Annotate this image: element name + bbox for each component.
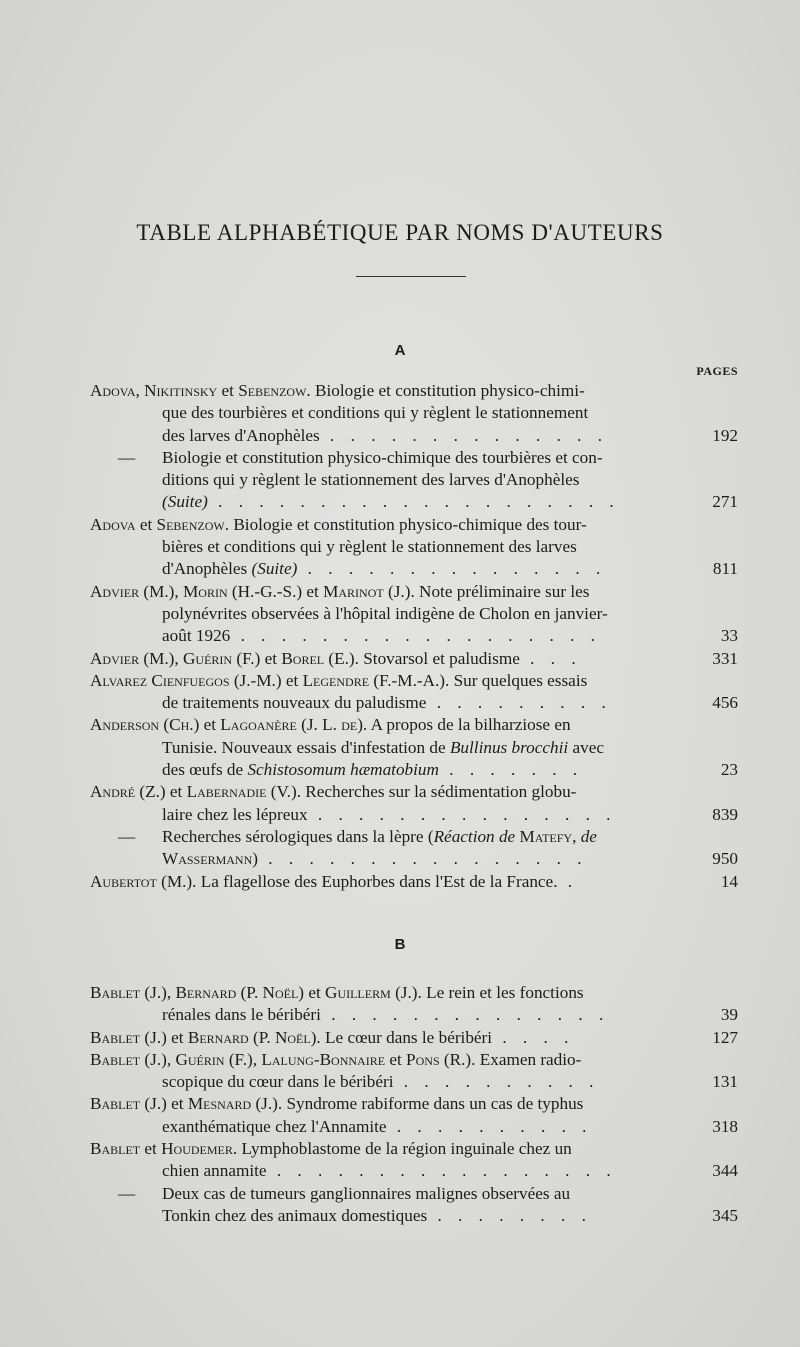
index-entry: Advier (M.), Guérin (F.) et Borel (E.). Stovarsol et paludisme . . . 331	[90, 648, 738, 670]
index-entry: Adova et Sebenzow. Biologie et constitution physico-chimique des tour- bières et conditions qui y règlent le stationnement des larves d'Anophèles (Suite) . . . . . . . . . . . . . . . 811	[90, 514, 738, 581]
page-number: 331	[712, 648, 738, 668]
pages-column-header: PAGES	[696, 364, 738, 378]
index-entry: Advier (M.), Morin (H.-G.-S.) et Marinot (J.). Note préliminaire sur les polynévrites observées à l'hôpital indigène de Cholon en janvier- août 1926 . . . . . . . . . . . . . . . . . . 33	[90, 581, 738, 648]
page-number: 344	[712, 1161, 738, 1181]
section-letter-b: B	[394, 936, 406, 953]
index-entry: Aubertot (M.). La flagellose des Euphorbes dans l'Est de la France. . 14	[90, 871, 738, 893]
ditto-dash: —	[118, 826, 136, 846]
page-number: 23	[720, 760, 738, 780]
page-number: 39	[720, 1005, 738, 1025]
page-number: 14	[720, 871, 738, 891]
title-rule	[356, 276, 466, 277]
page-number: 839	[712, 804, 738, 824]
section-a-entries	[90, 380, 738, 893]
index-entry: Anderson (Ch.) et Lagoanère (J. L. de). A propos de la bilharziose en Tunisie. Nouveaux essais d'infestation de Bullinus brocchii avec des œufs de Schistosomum hæmatobium . . . . . . . 23	[90, 714, 738, 781]
index-entry: Alvarez Cienfuegos (J.-M.) et Legendre (F.-M.-A.). Sur quelques essais de traitements nouveaux du paludisme . . . . . . . . . 456	[90, 670, 738, 715]
index-entry: — Deux cas de tumeurs ganglionnaires malignes observées au Tonkin chez des animaux domestiques . . . . . . . . 345	[90, 1183, 738, 1228]
index-entry: Bablet (J.), Guérin (F.), Lalung-Bonnaire et Pons (R.). Examen radio- scopique du cœur dans le béribéri . . . . . . . . . . 131	[90, 1049, 738, 1094]
page-number: 271	[712, 492, 738, 512]
index-entry: Bablet (J.) et Bernard (P. Noël). Le cœur dans le béribéri . . . . 127	[90, 1027, 738, 1049]
index-entry: Bablet (J.), Bernard (P. Noël) et Guillerm (J.). Le rein et les fonctions rénales dans le béribéri . . . . . . . . . . . . . . 39	[90, 982, 738, 1027]
page-number: 192	[712, 425, 738, 445]
index-entry: Adova, Nikitinsky et Sebenzow. Biologie et constitution physico-chimi- que des tourbières et conditions qui y règlent le stationnement des larves d'Anophèles . . . . . . . . . . . . . . 192	[90, 380, 738, 447]
page-number: 33	[720, 626, 738, 646]
index-entry: — Recherches sérologiques dans la lèpre (Réaction de Matefy, de Wassermann) . . . . . . . . . . . . . . . . 950	[90, 826, 738, 871]
page-number: 950	[712, 849, 738, 869]
ditto-dash: —	[118, 1183, 136, 1203]
page-number: 811	[712, 559, 738, 579]
section-b-entries	[90, 982, 738, 1227]
page-number: 127	[712, 1027, 738, 1047]
page-number: 345	[712, 1205, 738, 1225]
index-entry: Bablet et Houdemer. Lymphoblastome de la région inguinale chez un chien annamite . . . . . . . . . . . . . . . . . 344	[90, 1138, 738, 1183]
index-entry: André (Z.) et Labernadie (V.). Recherches sur la sédimentation globu- laire chez les lépreux . . . . . . . . . . . . . . . 839	[90, 781, 738, 826]
index-entry: — Biologie et constitution physico-chimique des tourbières et con- ditions qui y règlent le stationnement des larves d'Anophèles (Suite) . . . . . . . . . . . . . . . . . . . . 271	[90, 447, 738, 514]
page-title: TABLE ALPHABÉTIQUE PAR NOMS D'AUTEURS	[136, 220, 664, 245]
index-entry: Bablet (J.) et Mesnard (J.). Syndrome rabiforme dans un cas de typhus exanthématique chez l'Annamite . . . . . . . . . . 318	[90, 1093, 738, 1138]
page-number: 456	[712, 693, 738, 713]
page-number: 131	[712, 1072, 738, 1092]
section-letter-a: A	[394, 342, 406, 359]
ditto-dash: —	[118, 447, 136, 467]
page-number: 318	[712, 1116, 738, 1136]
